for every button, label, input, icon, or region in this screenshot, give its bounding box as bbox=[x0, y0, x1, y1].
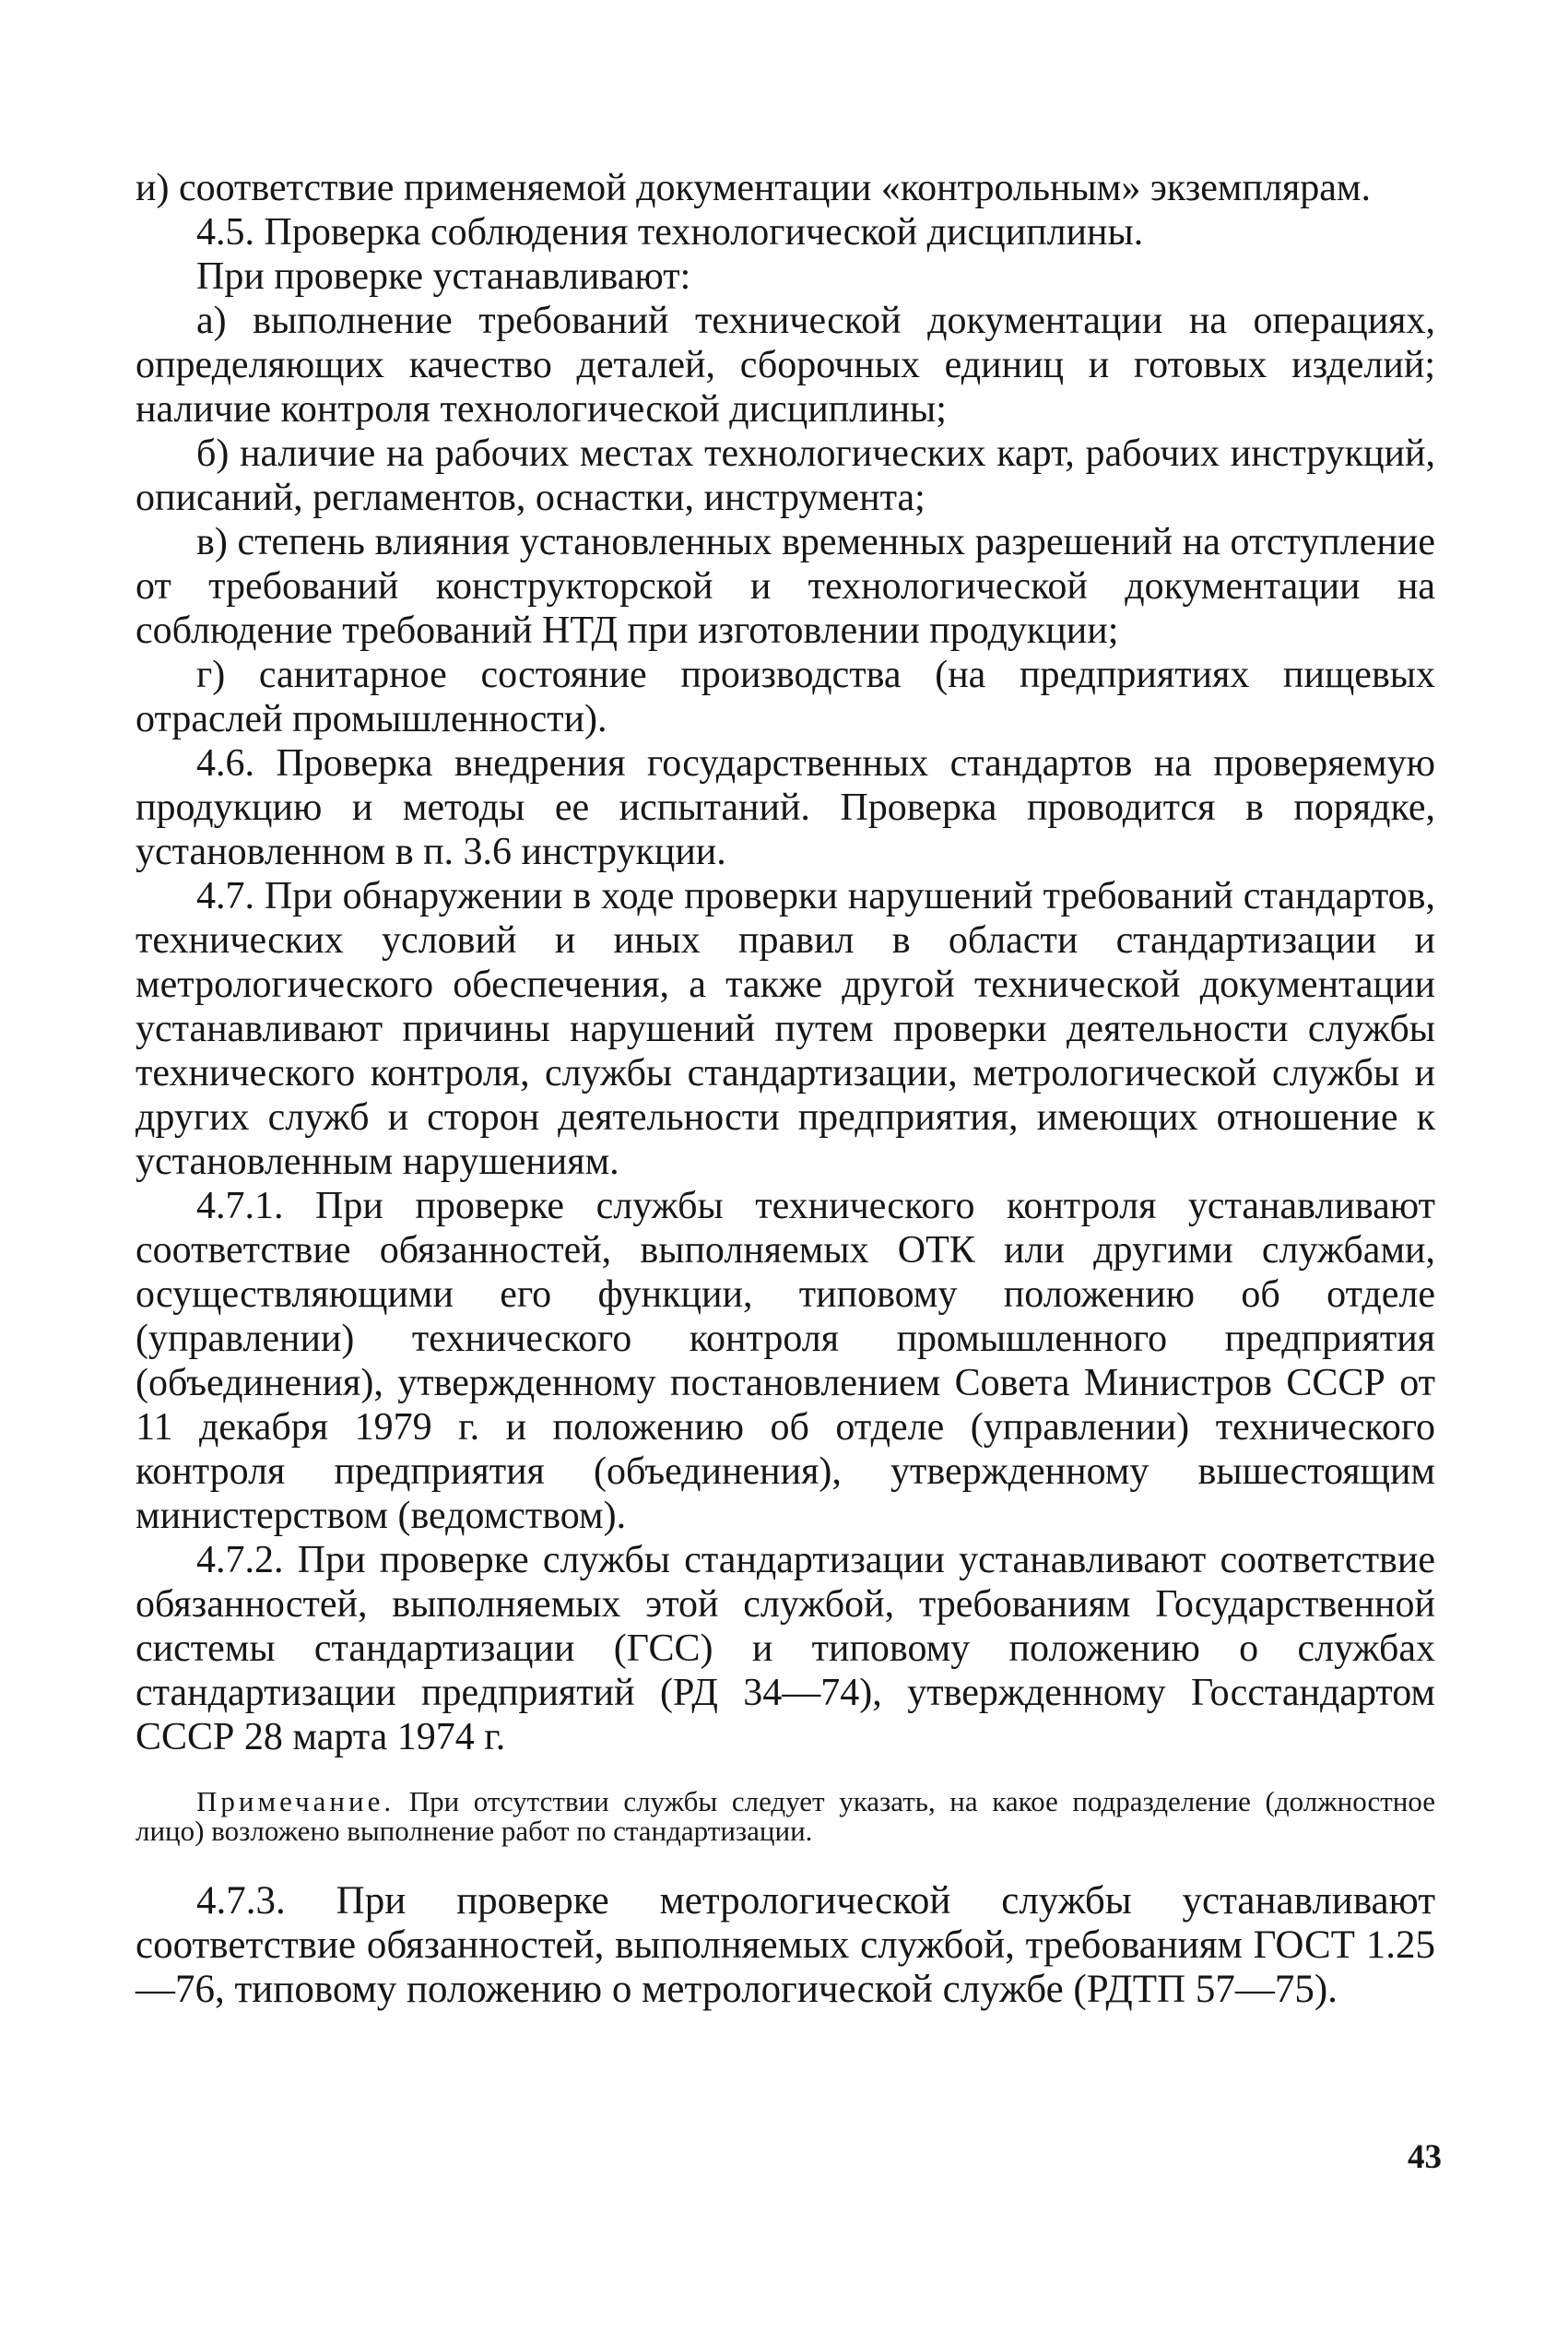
paragraph-4-5: 4.5. Проверка соблюдения технологической дисциплины. bbox=[196, 211, 1144, 254]
paragraph-item-b: б) наличие на рабочих местах технологических карт, рабочих инструкций, описаний, регламентов, оснастки, инструмента; bbox=[136, 432, 1435, 519]
paragraph-4-7-2: 4.7.2. При проверке службы стандартизации устанавливают соответствие обязанностей, выполняемых этой службой, требованиям Государственной системы стандартизации (ГСС) и типовому положению о службах стандартизации предприятий (РД 34—74), утвержденному Госстандартом СССР 28 марта 1974 г. bbox=[136, 1539, 1435, 1758]
paragraph-4-7-3: 4.7.3. При проверке метрологической службы устанавливают соответствие обязанностей, выполняемых службой, требованиям ГОСТ 1.25—76, типовому положению о метрологической службе (РДТП 57—75). bbox=[136, 1879, 1435, 2011]
paragraph-item-v: в) степень влияния установленных временных разрешений на отступление от требований конструкторской и технологической документации на соблюдение требований НТД при изготовлении продукции; bbox=[136, 521, 1435, 652]
page-number: 43 bbox=[1408, 2138, 1442, 2176]
page-content bbox=[136, 166, 1435, 2012]
paragraph-item-a: а) выполнение требований технической документации на операциях, определяющих качество деталей, сборочных единиц и готовых изделий; наличие контроля технологической дисциплины; bbox=[136, 300, 1435, 431]
paragraph-item-i: и) соответствие применяемой документации «контрольным» экземплярам. bbox=[136, 167, 1371, 209]
paragraph-check-intro: При проверке устанавливают: bbox=[196, 255, 691, 298]
final-section bbox=[136, 1879, 1435, 2012]
note bbox=[136, 1787, 1435, 1846]
paragraph-item-g: г) санитарное состояние производства (на предприятиях пищевых отраслей промышленности). bbox=[136, 654, 1435, 740]
paragraph-4-7: 4.7. При обнаружении в ходе проверки нарушений требований стандартов, технических условий и иных правил в области стандартизации и метрологического обеспечения, а также другой технической документации устанавливают причины нарушений путем проверки деятельности службы технического контроля, службы стандартизации, метрологической службы и других служб и сторон деятельности предприятия, имеющих отношение к установленным нарушениям. bbox=[136, 875, 1435, 1183]
paragraph-4-6: 4.6. Проверка внедрения государственных стандартов на проверяемую продукцию и методы ее испытаний. Проверка проводится в порядке, установленном в п. 3.6 инструкции. bbox=[136, 742, 1435, 873]
paragraph-4-7-1: 4.7.1. При проверке службы технического контроля устанавливают соответствие обязанностей, выполняемых ОТК или другими службами, осуществляющими его функции, типовому положению об отделе (управлении) технического контроля промышленного предприятия (объединения), утвержденному постановлением Совета Министров СССР от 11 декабря 1979 г. и положению об отделе (управлении) технического контроля предприятия (объединения), утвержденному вышестоящим министерством (ведомством). bbox=[136, 1185, 1435, 1537]
note-heading: Примечание. bbox=[196, 1785, 395, 1817]
main-text bbox=[136, 166, 1435, 1759]
note-text: При отсутствии службы следует указать, на какое подразделение (должностное лицо) возложено выполнение работ по стандартизации. bbox=[136, 1785, 1435, 1847]
